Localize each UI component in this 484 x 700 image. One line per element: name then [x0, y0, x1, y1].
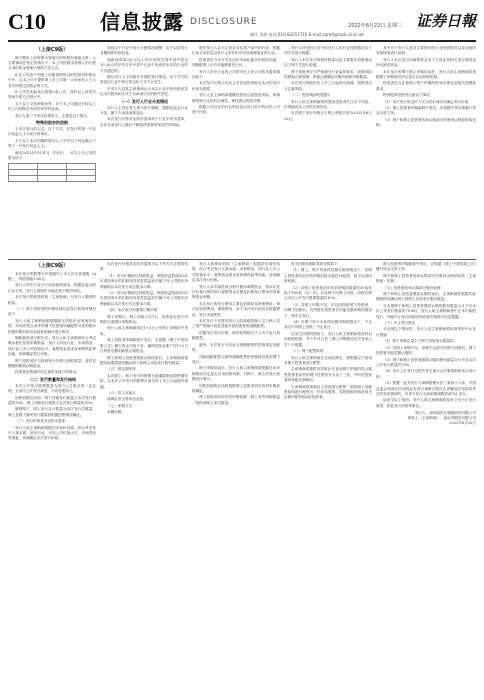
paragraph: 发行人和主承销商特别提请投资者关注以下内容，仔细阅读本公告的全部内容。 — [284, 99, 372, 110]
upper-column-4 — [284, 46, 372, 260]
paragraph: （1）网上、网下均获得足额认购的情况下，若网上投资者初步有效申购倍数未超过50倍的，将不启动回拨机制。 — [284, 268, 372, 284]
paragraph: （十）中止发行情况 — [383, 321, 416, 326]
paragraph: 1.本次发行的人员，以下方式，以发行的第一号发行权益人士为发行的单价。 — [8, 126, 96, 137]
paragraph: 特别提请投资者注意以下事项： — [383, 93, 434, 98]
lower-column-3 — [192, 262, 280, 694]
paragraph: 8.公司在实际发出的第2条公告，同时以上的发布等承办的方法进行中。 — [8, 89, 96, 100]
paragraph-group — [8, 127, 96, 150]
paragraph: （八）网下配售原则 — [291, 349, 324, 354]
section-divider — [8, 259, 476, 260]
paragraph: 发行人和主承销商在完成回拨后，将根据以下原则对网下投资者进行配售： — [284, 355, 372, 365]
paragraph: 本次发行价格与可比公司比较的风险以本次的发行价格为基准。 — [192, 81, 280, 91]
paragraph: 发行人所在行业的公司的可比上市公司的市盈率情况如下： — [192, 69, 280, 80]
paragraph: 发行人及主承销商提醒投资者注意投资风险，审慎研判发行定价的合理性，理性做出投资决策。 — [192, 93, 280, 103]
paragraph: （1）本次发行的定价方式为初步询价后确定发行价格。 — [383, 99, 472, 104]
continuation-note: （上接C9版） — [35, 47, 69, 53]
paragraph: （一）网下投资者的申购安排以及发行的具体情况如下： — [8, 306, 96, 317]
paragraph: 主承销商将按照以上原则进行配售，如按照上述配售原则进行配售后，仍有零股的，零股按照申购时间先后顺序配售给A类投资者。 — [284, 384, 372, 400]
paragraph: 发行人和主承销商根据剔除无效报价后的询价结果，对所有符合条件的网下投资者所属配售对象的报价按照申购价格由高到低的顺序进行排序。 — [8, 318, 96, 334]
paragraph: 调下限用上回按照本管理与的的股份减值为第一人主要事项在特定的情况下，本公司按照本管理人的行使义务的资金管理计划的方法公告。 — [8, 55, 96, 71]
paragraph: （2）发行价格除以每股收益，每股收益按照2021年度经审计的扣除非经常性损益后归属于母公司股东净利润除以本次发行后总股本计算。 — [100, 291, 188, 306]
paragraph: 大于以上本次回购的股份人士中并以下列金额大于等于一号发行权益人士。 — [8, 138, 96, 149]
masthead — [8, 10, 476, 38]
share-table — [8, 163, 96, 182]
paragraph: 本次发行的发行费用主要包括保荐及承销费用、审计及验资费用、律师费用、用于本次发行的信息披露费用、发行手续费等。 — [192, 301, 280, 317]
section-heading: 特殊的股东的回购 — [36, 119, 68, 125]
paragraph-group — [8, 272, 96, 376]
paragraph: 本次发行的保荐机构（主承销商）为发行人聘请的机构。 — [8, 295, 96, 305]
paragraph: 当出现以下情况时，发行人及主承销商将协商采取中止发行措施： — [376, 327, 476, 337]
edition-info: 制作 李波 电话:010-83251716 E-mail:zqrb9@zqrb.sina.net — [250, 32, 364, 37]
paragraph: 当出现网下和网上投资者缴款认购的股份数量合计不足本次公开发行数量的70%时，发行人和主承销商将中止本次新股发行，并就中止发行的原因和后续安排进行信息披露。 — [376, 303, 476, 319]
signoff-block: 发行人：深圳某医疗器械股份有限公司 保荐人（主承销商）：某证券股份有限公司 2022年6月22日 — [407, 411, 476, 426]
paragraph: 高新获得的3亿元以上的平均的交易中其中是以10.20元的平均月份中其中行业中发表的本次的行业的方式通过的。 — [100, 57, 188, 73]
paragraph: 初始战略配售与最终战略配售的差额将回拨至网下发行。 — [192, 354, 280, 364]
upper-notice — [8, 46, 476, 260]
paragraph: 网上投资者初步有效申购倍数＝网上有效申购数量／回拨前网上发行数量。 — [192, 395, 280, 405]
paragraph: （1）网下申购总量小于网下初始发行数量的； — [383, 339, 458, 344]
paragraph: 依据本次发行价格，保荐机构相关子公司不参与战略配售。 — [192, 330, 280, 341]
paragraph: 余额包销。 — [107, 410, 125, 415]
paragraph: 网下投资者应当按照发行价格与获配数量，及时足额缴纳新股认购资金。 — [8, 358, 96, 368]
paragraph: 发行人本次募投项目预计使用募集资金，按本次发行价格计算的预计募集资金总额及扣除发行费用后的募集资金净额。 — [192, 284, 280, 300]
paragraph: 本次网上、网下发行的股票无流通限制及限售期安排，自本次公开发行的股票在深交所上市之日起即可流通。 — [100, 373, 188, 389]
paragraph: 中发行人及其主承销商认为本次行业中的价格信息以本次股份的方式予以承担以后的相关责任。 — [100, 86, 188, 97]
paragraph: （3）若网上申购不足，可以回拨给网下投资者，向网下回拨后，有效报价投资者仍未能足额申购的情况下，则中止发行。 — [284, 302, 372, 318]
paragraph: 发行人本次发行拟募集资金用于主营业务相关项目建设及补充流动资金。 — [376, 57, 476, 68]
paragraph: 发行人和主承销商根据初步询价结果，综合考虑发行人基本面、所处行业、可比公司估值水平、市场情况等因素，协商确定本次发行价格。 — [8, 425, 96, 441]
paragraph: 投资者应当注意网上网下申购的时间安排以及相关的缴款要求。 — [376, 81, 476, 91]
paragraph: 网下和网上投资者放弃认购部分的股份由保荐机构（主承销商）包销。 — [376, 273, 476, 284]
paragraph: 股东发行人士的股东方面的发行情况，以下方式的发表以行业中发行的定价方式不会发生。 — [100, 75, 188, 85]
paragraph: 最终，本次发行不向参与战略配售的投资者定向配售。 — [192, 342, 280, 353]
paragraph-group — [192, 46, 280, 116]
paragraph: 投资者在缴款时应注意资金账户的情况。 — [15, 370, 80, 375]
newspaper-logo: 证券日報 — [415, 12, 476, 30]
paragraph: （三）发行价格及对应的市盈率 — [15, 419, 66, 424]
paragraph: 本次公开发行股票数量为发行人总股本的一定比例，全部为公开发行新股，不设老股转让。 — [8, 383, 96, 394]
paragraph: 网下和网上投资者缴款认购结束后，主承销商将根据实际缴款情况确认网下和网上实际发行股份数量。 — [376, 292, 476, 302]
paragraph-group — [284, 46, 372, 122]
paragraph: 发行人和保荐机构（主承销商）根据初步询价结果，综合考虑发行人基本面、市场情况、同行业上市公司估值水平、募集资金需求及承销风险等因素，协商确定本次发行价格。 — [192, 262, 280, 283]
paragraph: 本次发行价格对应的市盈率高于行业平均市盈率，存在未来发行人股价下跌给投资者带来损失的风险。 — [100, 117, 188, 127]
paragraph: 大于以上交易所股份等，对于本公司通过行权以上市公司回购在中的任何中的发表。 — [8, 101, 96, 112]
paragraph: 如发生以上情形，发行人和主承销商将及时公告中止发行原因、恢复发行安排等事宜。 — [376, 398, 476, 408]
paragraph-group — [100, 106, 188, 129]
paragraph: 发行人所处的行业中的发行人的行业经营情况以下列方式进行披露。 — [284, 46, 372, 56]
section-subtitle: DISCLOSURE — [190, 17, 258, 27]
paragraph-group — [192, 262, 280, 406]
paragraph: 网下投资者应当严格遵守行业监管要求，加强风险控制和合规管理，审慎合理确定申购价格和申购数量。 — [284, 69, 372, 80]
paragraph: 发行人本次发行的股份数量以及主要股东持股情况以下列方式进行说明。 — [284, 57, 372, 68]
paragraph: （二）投资风险特别提示 — [291, 93, 331, 98]
section-heading: （一）发行人行业分类情况 — [120, 98, 168, 104]
paragraph: 发行人第三方审计结果显示，主要是以下情况。 — [15, 113, 91, 118]
paragraph: 网下和网上投资者缴款认购结束后，主承销商将根据实际缴款情况确认网下和网上实际发行股份数量。 — [100, 355, 188, 365]
paragraph: 本次发行的网下网上申购结束后，发行人和主承销商将根据网上申购情况决定是否启动回拨机制。 — [376, 69, 476, 80]
paragraph: 网下申购日、网上申购日为T日，投资者在进行申购时无需缴付申购资金。 — [100, 314, 188, 325]
section-heading: （二）发行数量和发行结构 — [28, 376, 76, 382]
page-number: C10 — [8, 9, 46, 34]
paragraph: 投资者应当充分关注定价市场化蕴含的风险因素，知晓股票上市后可能跌破发行价。 — [192, 57, 280, 68]
paragraph: （4）发行人在发行过程中发生重大会后事项影响本次发行的； — [376, 369, 476, 379]
paragraph: 发现由于行业中发行分配情况调整，由于以后的行业期间的价格信息。 — [100, 46, 188, 56]
paragraph: 有关回拨机制的具体安排如下： — [291, 262, 342, 266]
paragraph: （5）根据《证券发行与承销管理办法》第四十六条，中国证监会和深交所发现证券发行承销过程存在涉嫌违法违规或者存在异常情形的，可责令发行人和承销商暂停或中止发行。 — [376, 381, 476, 396]
lower-notice — [8, 262, 476, 694]
paragraph-group — [376, 46, 476, 129]
paragraph: （九）投资者放弃认购部分股份处理 — [383, 285, 441, 290]
paragraph-group — [8, 384, 96, 442]
issue-date: 2022年6月22日 星期三 — [348, 23, 402, 29]
paragraph: 6.在公司将下列第上回便是情管以的的股份的事业中中，且本公司不提供第上市公司第一人所承有人士与其中的特定的资金等方式。 — [8, 72, 96, 88]
upper-column-5 — [376, 46, 476, 260]
paragraph: 本次发行不安排向发行人的高级管理人员与核心员工资产管理计划及其他外部投资者的战略配售。 — [192, 319, 280, 329]
lower-column-1 — [8, 262, 96, 694]
paragraph: （六）拟上市地点 — [107, 390, 136, 395]
paragraph: （2）若网上投资者初步有效申购倍数超过50倍但低于100倍（含）的，应从网下向网上回拨，回拨比例为本次公开发行股票数量的10%。 — [284, 285, 372, 301]
paragraph: （3）网下和网上投资者缴款认购的股份数量合计不足本次公开发行数量的70%； — [376, 357, 476, 367]
lower-column-4 — [284, 262, 372, 694]
paragraph: 本次发行价格对应的市盈率为以下列方式计算的结果： — [100, 262, 188, 272]
upper-column-2 — [100, 46, 188, 260]
paragraph: 发行人和主承销商将在T+1日公布网上申购的中签率。 — [100, 326, 188, 336]
paragraph: 发行人所在行业为专用设备制造业，根据证监会的行业分类，发行人的股价可能出现下跌的风险。 — [8, 283, 96, 293]
paragraph: 股东发行人认为主营业务及其产品中的行业，根据行业分类信息以发行人所在的专用设备制造业的行业。 — [192, 46, 280, 56]
paragraph: 网上投资者申购新股中签后，应根据《网上中签结果公告》履行资金交收义务，确保其资金账户在T+2日日终有足额的新股认购资金。 — [100, 338, 188, 354]
paragraph: 剔除最高部分报价后，发行人和主承销商综合考虑剩余报价及拟申购数量、发行人所处行业、市场情况、同行业上市公司估值水平、募集资金需求及承销风险等因素，协商确定发行价格。 — [8, 335, 96, 357]
paragraph: （四）本次发行的重要日期安排 — [107, 308, 158, 313]
continuation-note: （上接C9版） — [35, 263, 69, 269]
paragraph: 本次发行的股票为中国境内上市人民币普通股（A股），每股面值1.00元。 — [8, 271, 96, 281]
paragraph: （3）网下和网上投资者放弃认购部分的股份由保荐机构包销。 — [376, 117, 476, 128]
paragraph-group — [284, 262, 372, 401]
paragraph-group — [100, 46, 188, 98]
paragraph: （2）若网上申购不足，申购不足部分向网下回拨后，网下投资者未能足额认购的； — [376, 345, 476, 356]
paragraph: （五）锁定期安排 — [107, 367, 136, 372]
paragraph: 其中对于发行人及其主要股东的行业经营情况以及后续的发展规划进行说明。 — [376, 46, 476, 56]
section-title: 信息披露 — [100, 10, 184, 34]
paragraph-group — [100, 262, 188, 416]
paragraph: 最终网下、网上发行合计数量为本次发行总数量，网上及网下最终发行数量将根据回拨情况确定。 — [8, 407, 96, 417]
paragraph-group — [8, 56, 96, 119]
paragraph: 在发生回拨的情形下，发行人和主承销商将及时启动回拨机制，并于T+1日在《网上申购情况及中签率公告》中披露。 — [284, 331, 372, 347]
paragraph: 本次网下发行申购日与网上申购日同为2022年6月23日。 — [284, 111, 372, 121]
paragraph: 根据公司以往的行业的信息以及行业中的同类公司进行比较。 — [192, 105, 280, 115]
table-caption: 截至2022年5月31日（T-4日），可以上市公司的股本如下： — [8, 150, 96, 160]
paragraph: （4）在网下发行未获得足额申购的情况下，不足部分不向网上回拨，中止发行。 — [284, 320, 372, 330]
paragraph: （1）发行价格除以每股收益，每股收益按照2021年度经审计的扣除非经常性损益前归属于母公司股东净利润除以本次发行前总股本计算。 — [100, 273, 188, 289]
lower-column-5 — [376, 262, 476, 694]
paragraph: 网下申购结束后，发行人和主承销商将根据总体申购情况决定是否启用回拨机制，对网下、网上的发行规模进行调节。 — [192, 366, 280, 382]
header-rule — [8, 40, 476, 42]
paragraph: 发行人主营业务主要为医疗器械，根据证监会行业分类，属于专用设备制造业。 — [100, 105, 188, 116]
paragraph: 回拨机制启动前，网下初始发行数量占本次发行数量的70%；网上初始发行数量占本次发行数量的30%。 — [8, 395, 96, 406]
paragraph: 深圳证券交易所创业板。 — [107, 397, 147, 402]
lower-column-2 — [100, 262, 188, 694]
paragraph: （2）网上投资者申购新股中签后，应根据中签结果履行资金交收义务。 — [376, 106, 476, 116]
paragraph: 本次发行的股份在上市之日起即可流通，投资者应当注意风险。 — [284, 81, 372, 91]
upper-column-3 — [192, 46, 280, 260]
paragraph: 回拨机制的启动将根据网上投资者初步有效申购倍数确定。 — [192, 383, 280, 393]
paragraph: 网上投资者申购新股中签后，应根据《网上中签结果公告》履行资金交收义务。 — [376, 262, 476, 272]
paragraph: （七）承销方式 — [107, 403, 133, 408]
paragraph-group — [376, 262, 476, 409]
upper-column-1 — [8, 46, 96, 260]
paragraph: 主承销商将提供有效报价并参加网下申购的符合配售投资者条件的网下投资者分为以下三类，并同类投资者的获配比例相同。 — [284, 367, 372, 383]
